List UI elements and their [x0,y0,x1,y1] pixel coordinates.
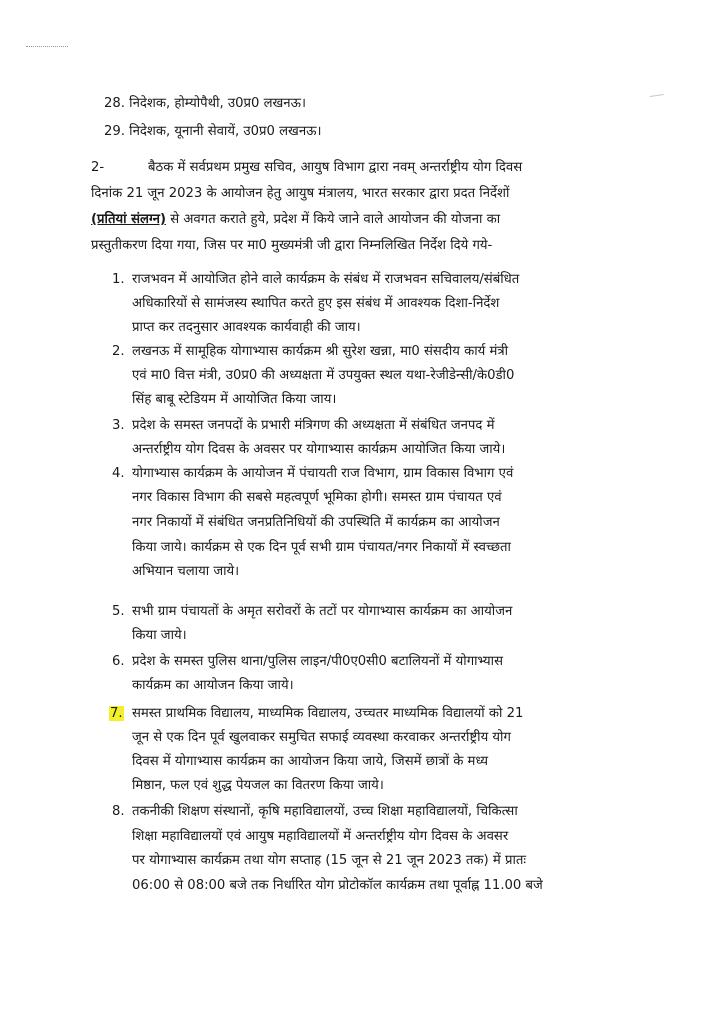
item-line: लखनऊ में सामूहिक योगाभ्यास कार्यक्रम श्री सुरेश खन्ना, मा0 संसदीय कार्य मंत्री [132,344,509,359]
item-line: किया जाये। कार्यक्रम से एक दिन पूर्व सभी ग्राम पंचायत/नगर निकायों में स्वच्छता [132,540,511,555]
highlight-mark: 7. [110,706,123,721]
item-number: 8. [112,804,125,819]
item-line: प्राप्त कर तदनुसार आवश्यक कार्यवाही की जाय। [132,320,361,335]
list-item: 28. निदेशक, होम्योपैथी, उ0प्र0 लखनऊ। [104,96,306,111]
item-line: समस्त प्राथमिक विद्यालय, माध्यमिक विद्यालय, उच्चतर माध्यमिक विद्यालयों को 21 [132,706,524,721]
item-number: 4. [112,466,125,481]
scan-artifact [650,94,664,100]
list-item: 29. निदेशक, यूनानी सेवायें, उ0प्र0 लखनऊ। [104,124,322,139]
item-line: योगाभ्यास कार्यक्रम के आयोजन में पंचायती राज विभाग, ग्राम विकास विभाग एवं [132,466,514,481]
paragraph-line [91,212,500,228]
item-number-highlighted [109,706,124,722]
item-line: प्रदेश के समस्त जनपदों के प्रभारी मंत्रिगण की अध्यक्षता में संबंधित जनपद में [132,418,495,433]
item-number: 5. [112,604,125,619]
item-number: 1. [112,272,125,287]
paragraph-line: दिनांक 21 जून 2023 के आयोजन हेतु आयुष मंत्रालय, भारत सरकार द्वारा प्रदत निर्देशों [91,186,510,201]
item-line: अभियान चलाया जाये। [132,564,240,579]
item-line: सभी ग्राम पंचायतों के अमृत सरोवरों के तटों पर योगाभ्यास कार्यक्रम का आयोजन [132,604,513,619]
item-number: 6. [112,654,125,669]
item-number: 3. [112,418,125,433]
item-number: 2. [112,344,125,359]
item-line: राजभवन में आयोजित होने वाले कार्यक्रम के संबंध में राजभवन सचिवालय/संबंधित [132,272,520,287]
item-line: तकनीकी शिक्षण संस्थानों, कृषि महाविद्यालयों, उच्च शिक्षा महाविद्यालयों, चिकित्सा [132,804,518,819]
item-line: एवं मा0 वित्त मंत्री, उ0प्र0 की अध्यक्षता में उपयुक्त स्थल यथा-रेजीडेन्सी/के0डी0 [132,368,515,383]
item-line: नगर विकास विभाग की सबसे महत्वपूर्ण भूमिका होगी। समस्त ग्राम पंचायत एवं [132,490,502,505]
item-line: जून से एक दिन पूर्व खुलवाकर समुचित सफाई व्यवस्था करवाकर अन्तर्राष्ट्रीय योग [132,730,511,745]
item-line: कार्यक्रम का आयोजन किया जाये। [132,678,294,693]
paragraph-text: से अवगत कराते हुये, प्रदेश में किये जाने वाले आयोजन की योजना का [166,212,501,227]
item-line: अधिकारियों से सामंजस्य स्थापित करते हुए इस संबंध में आवश्यक दिशा-निर्देश [132,296,500,311]
item-line: मिष्ठान, फल एवं शुद्ध पेयजल का वितरण किया जाये। [132,778,384,793]
item-line: किया जाये। [132,628,187,643]
paragraph-line: प्रस्तुतीकरण दिया गया, जिस पर मा0 मुख्यमंत्री जी द्वारा निम्नलिखित निर्देश दिये गये- [91,238,493,253]
paragraph-line: बैठक में सर्वप्रथम प्रमुख सचिव, आयुष विभाग द्वारा नवम् अन्तर्राष्ट्रीय योग दिवस [148,160,523,175]
paragraph-number: 2- [91,160,105,175]
item-line: प्रदेश के समस्त पुलिस थाना/पुलिस लाइन/पी0ए0सी0 बटालियनों में योगाभ्यास [132,654,504,669]
item-line: नगर निकायों में संबंधित जनप्रतिनिधियों की उपस्थिति में कार्यक्रम का आयोजन [132,515,500,530]
item-line: दिवस में योगाभ्यास कार्यक्रम का आयोजन किया जाये, जिसमें छात्रों के मध्य [132,754,489,769]
item-line: शिक्षा महाविद्यालयों एवं आयुष महाविद्यालयों में अन्तर्राष्ट्रीय योग दिवस के अवसर [132,829,509,844]
scan-artifact [26,46,68,49]
item-line: सिंह बाबू स्टेडियम में आयोजित किया जाय। [132,392,337,407]
item-line: पर योगाभ्यास कार्यक्रम तथा योग सप्ताह (15 जून से 21 जून 2023 तक) में प्रातः [132,853,527,868]
item-line: 06:00 से 08:00 बजे तक निर्धारित योग प्रोटोकॉल कार्यक्रम तथा पूर्वाह्न 11.00 बजे [132,878,543,893]
annexure-reference: (प्रतियां संलग्न) [91,212,167,227]
item-line: अन्तर्राष्ट्रीय योग दिवस के अवसर पर योगाभ्यास कार्यक्रम आयोजित किया जाये। [132,442,506,457]
